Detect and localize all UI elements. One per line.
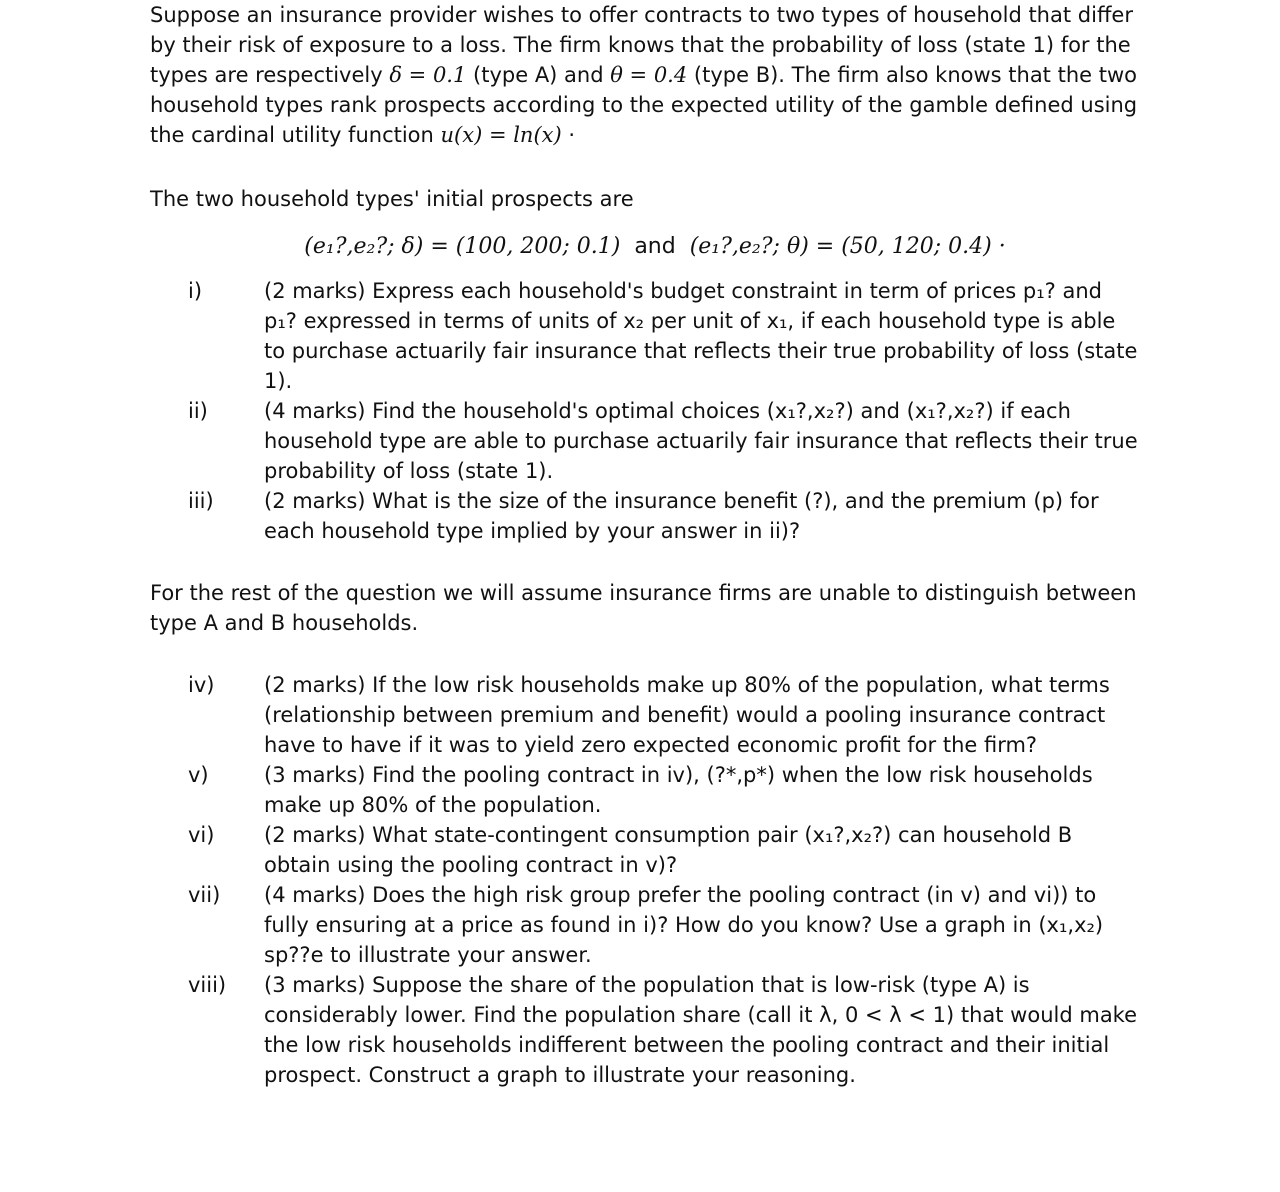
intro-line-2: by their risk of exposure to a loss. The firm knows that the probability of loss (state 1) for the bbox=[150, 33, 1131, 57]
equation-type-a: (e₁?,e₂?; δ) = (100, 200; 0.1) bbox=[304, 234, 621, 259]
intro-line-1: Suppose an insurance provider wishes to offer contracts to two types of household that differ bbox=[150, 3, 1133, 27]
question-vi bbox=[150, 820, 1140, 880]
transition-paragraph: For the rest of the question we will assume insurance firms are unable to distinguish between type A and B households. bbox=[150, 581, 1137, 635]
question-number: vii) bbox=[188, 883, 221, 907]
equation-type-b: (e₁?,e₂?; θ) = (50, 120; 0.4) · bbox=[689, 234, 1006, 259]
question-text: (2 marks) What is the size of the insurance benefit (?), and the premium (p) for each household type implied by your answer in ii)? bbox=[264, 489, 1099, 543]
intro-line-5a: the cardinal utility function bbox=[150, 123, 441, 147]
prospects-intro: The two household types' initial prospects are bbox=[150, 187, 634, 211]
delta-value: δ = 0.1 bbox=[389, 63, 467, 87]
question-v bbox=[150, 760, 1140, 820]
intro-line-3c: (type A) and bbox=[466, 63, 611, 87]
intro-line-5c: · bbox=[561, 123, 576, 147]
utility-function: u(x) = ln(x) bbox=[440, 123, 562, 147]
prospects-equation bbox=[150, 232, 1140, 262]
question-text: (4 marks) Does the high risk group prefer the pooling contract (in v) and vi)) to fully ensuring at a price as found in i)? How do you know? Use a graph in (x₁,x₂) sp??e to illustrate your answer. bbox=[264, 883, 1104, 967]
question-text: (3 marks) Suppose the share of the population that is low-risk (type A) is considerably lower. Find the population share (call it λ, 0 < λ < 1) that would make the low risk households indifferent between the pooling contract and their initial prospect. Construct a graph to illustrate your reasoning. bbox=[264, 973, 1138, 1087]
question-number: vi) bbox=[188, 823, 215, 847]
question-text: (4 marks) Find the household's optimal choices (x₁?,x₂?) and (x₁?,x₂?) if each household type are able to purchase actuarily fair insurance that reflects their true probability of loss (state 1). bbox=[264, 399, 1138, 483]
question-text: (3 marks) Find the pooling contract in iv), (?*,p*) when the low risk households make up 80% of the population. bbox=[264, 763, 1093, 817]
question-number: v) bbox=[188, 763, 209, 787]
question-number: i) bbox=[188, 279, 203, 303]
question-iii bbox=[150, 486, 1140, 546]
question-ii bbox=[150, 396, 1140, 486]
intro-paragraph bbox=[150, 0, 1140, 150]
theta-value: θ = 0.4 bbox=[610, 63, 688, 87]
question-list-part-two bbox=[150, 670, 1140, 1090]
question-iv bbox=[150, 670, 1140, 760]
question-text: (2 marks) Express each household's budget constraint in term of prices p₁? and p₁? expressed in terms of units of x₂ per unit of x₁, if each household type is able to purchase actuarily fair insurance that reflects their true probability of loss (state 1). bbox=[264, 279, 1138, 393]
intro-line-4: household types rank prospects according to the expected utility of the gamble defined using bbox=[150, 93, 1138, 117]
question-text: (2 marks) What state-contingent consumption pair (x₁?,x₂?) can household B obtain using the pooling contract in v)? bbox=[264, 823, 1073, 877]
equation-and: and bbox=[634, 234, 676, 259]
question-number: iii) bbox=[188, 489, 214, 513]
document-page bbox=[150, 0, 1140, 1090]
question-vii bbox=[150, 880, 1140, 970]
question-viii bbox=[150, 970, 1140, 1090]
question-text: (2 marks) If the low risk households make up 80% of the population, what terms (relationship between premium and benefit) would a pooling insurance contract have to have if it was to yield zero expected economic profit for the firm? bbox=[264, 673, 1110, 757]
question-i bbox=[150, 276, 1140, 396]
intro-line-3a: types are respectively bbox=[150, 63, 390, 87]
question-number: iv) bbox=[188, 673, 215, 697]
intro-line-3e: (type B). The firm also knows that the two bbox=[687, 63, 1137, 87]
question-number: viii) bbox=[188, 973, 227, 997]
question-list-part-one bbox=[150, 276, 1140, 546]
question-number: ii) bbox=[188, 399, 208, 423]
